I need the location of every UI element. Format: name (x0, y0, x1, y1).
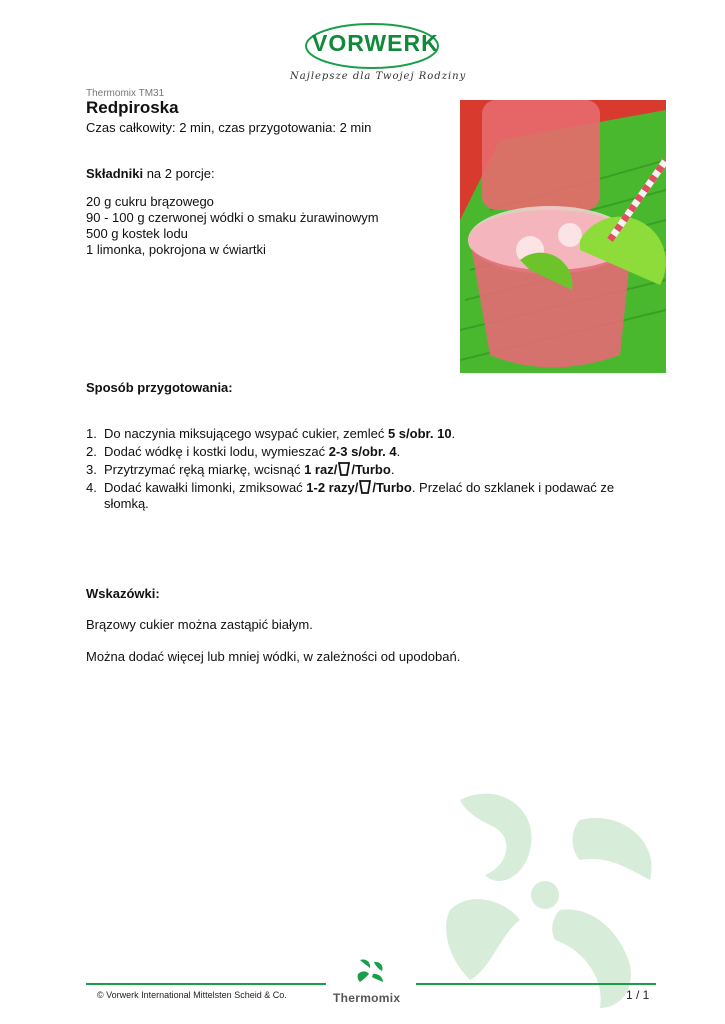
step-item: 4. Dodać kawałki limonki, zmiksować 1-2 razy/ /Turbo. Przelać do szklanek i podawać ze słomką. (86, 480, 615, 511)
preparation-heading: Sposób przygotowania: (86, 380, 233, 395)
tip-text: Można dodać więcej lub mniej wódki, w zależności od upodobań. (86, 649, 461, 664)
thermomix-watermark (430, 780, 700, 1010)
thermomix-logo-text: Thermomix (333, 991, 401, 1005)
ingredients-list (86, 194, 379, 258)
ingredients-heading: Składniki na 2 porcje: (86, 166, 215, 181)
footer-rule (86, 983, 326, 985)
tip-text: Brązowy cukier można zastąpić białym. (86, 617, 313, 632)
measuring-cup-icon (359, 480, 371, 494)
measuring-cup-icon (338, 462, 350, 476)
product-label: Thermomix TM31 (86, 88, 165, 99)
step-item: 1. Do naczynia miksującego wsypać cukier, zemleć 5 s/obr. 10. (86, 426, 456, 441)
recipe-times: Czas całkowity: 2 min, czas przygotowania: 2 min (86, 120, 372, 135)
ingredient-item: 20 g cukru brązowego (86, 194, 214, 209)
copyright: © Vorwerk International Mittelsten Scheid & Co. (97, 990, 287, 1000)
step-item: 2. Dodać wódkę i kostki lodu, wymieszać 2-3 s/obr. 4. (86, 444, 401, 459)
page-number: 1 / 1 (626, 988, 650, 1002)
recipe-title: Redpiroska (86, 98, 179, 117)
drink-photo (460, 100, 666, 373)
steps-list (86, 426, 656, 514)
tips-heading: Wskazówki: (86, 586, 160, 601)
tagline: Najlepsze dla Twojej Rodziny (290, 71, 467, 82)
ingredient-item: 500 g kostek lodu (86, 226, 188, 241)
ingredient-item: 90 - 100 g czerwonej wódki o smaku żurawinowym (86, 210, 379, 225)
thermomix-logo-icon (356, 958, 386, 984)
footer-rule (416, 983, 656, 985)
ingredient-item: 1 limonka, pokrojona w ćwiartki (86, 242, 266, 257)
step-item: 3. Przytrzymać ręką miarkę, wcisnąć 1 raz/ /Turbo. (86, 462, 395, 477)
vorwerk-logo-text: VORWERK (312, 30, 439, 56)
